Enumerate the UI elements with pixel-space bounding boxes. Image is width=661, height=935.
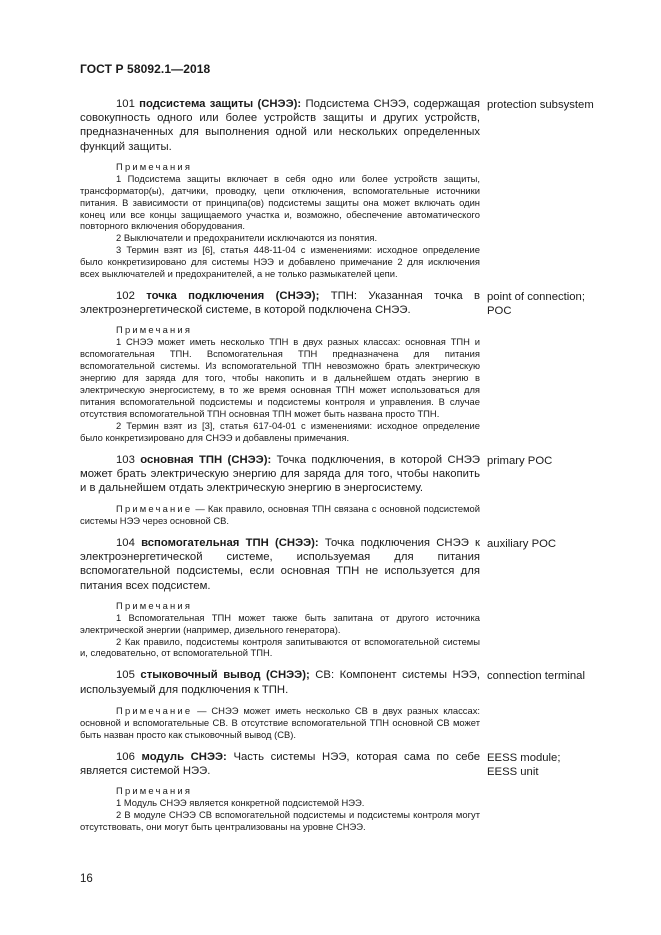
notes-title: Примечания — [116, 160, 193, 172]
term-number: 102 — [116, 289, 135, 302]
definition-paragraph — [80, 289, 480, 317]
note — [80, 503, 480, 527]
definition-text: СВ: Компонент системы НЭЭ, используемый для подключения к ТПН. — [80, 669, 481, 696]
term-entry-105 — [80, 668, 605, 740]
definition-text: Подсистема СНЭЭ, содержащая совокупность одного или более устройств защиты и других устройств, предназначенных для выполнения одной или нескольких определенных функций защиты. — [80, 98, 480, 153]
term-english: auxiliary POC — [487, 537, 557, 550]
note — [80, 705, 480, 741]
note-2: 2 Термин взят из [3], статья 617-04-01 с изменениями: исходное определение было конкретизировано для СНЭЭ и добавлены примечания. — [80, 419, 480, 443]
definition-paragraph — [80, 750, 480, 778]
term-definition-block — [80, 536, 480, 659]
term-number: 105 — [116, 669, 135, 682]
term-english: primary POC — [487, 454, 553, 467]
definition-paragraph — [80, 536, 480, 593]
term-name: основная ТПН (СНЭЭ): — [140, 453, 272, 466]
document-body — [80, 97, 605, 833]
term-entry-104 — [80, 536, 605, 659]
definition-text: ТПН: Указанная точка в электроэнергетической системе, в которой подключена СНЭЭ. — [80, 289, 481, 317]
term-name: модуль СНЭЭ: — [141, 750, 227, 763]
term-number: 106 — [116, 750, 135, 763]
note-text: — Как правило, основная ТПН связана с основной подсистемой системы НЭЭ через основной СВ. — [80, 503, 480, 527]
term-english: EESS module; EESS unit — [487, 751, 561, 778]
notes-title: Примечания — [116, 784, 193, 796]
definition-text: Точка подключения СНЭЭ к электроэнергетической системе, используемая для питания вспомогательной подсистемы, если основная ТПН не используется для питания всех подсистем. — [80, 536, 480, 592]
term-name: стыковочный вывод (СНЭЭ) — [140, 669, 306, 682]
note-1: 1 СНЭЭ может иметь несколько ТПН в двух разных классах: основная ТПН и вспомогательная ТПН. Вспомогательная ТПН предназначена для питания вспомогательной системы. Из вспомогательной ТПН невозможно брать электрическую энергию для заряда для того, чтобы накопить и в дальнейшем отдать энергию в электрическую энергосистему, в то же время основная ТПН может использоваться для питания вспомогательной подсистемы и подсистемы контроля и управления. В случае отсутствия вспомогательной ТПН основная ТПН может быть названа просто ТПН. — [80, 336, 480, 419]
term-english: connection terminal — [487, 670, 585, 683]
note-text: — СНЭЭ может иметь несколько СВ в двух разных классах: основной и вспомогательные СВ. В отсутствие вспомогательной ТПН основной СВ может быть назван просто как стыковочный вывод (СВ). — [80, 704, 480, 740]
term-english: point of connection; POC — [487, 290, 585, 317]
page-number: 16 — [80, 873, 93, 885]
term-number: 104 — [116, 536, 135, 549]
term-definition-block — [80, 97, 480, 280]
term-separator: ; — [315, 289, 320, 302]
term-english: protection subsystem — [487, 99, 594, 111]
note-2: 2 Как правило, подсистемы контроля запитываются от вспомогательной системы и, следовательно, от вспомогательной ТПН. — [80, 635, 480, 659]
definition-text: Точка подключения, в которой СНЭЭ может брать электрическую энергию для заряда для того, чтобы накопить и в дальнейшем отдать электрическую энергию в энергосистему. — [80, 453, 480, 494]
document-header: ГОСТ Р 58092.1—2018 — [80, 62, 211, 76]
term-entry-103 — [80, 453, 605, 527]
term-definition-block — [80, 453, 480, 527]
note-2: 2 Выключатели и предохранители исключаются из понятия. — [116, 232, 378, 244]
term-separator: ; — [305, 669, 310, 682]
note-1: 1 Вспомогательная ТПН может также быть запитана от другого источника электрической энергии (например, дизельного генератора). — [80, 611, 480, 635]
note-3: 3 Термин взят из [6], статья 448-11-04 с изменениями: исходное определение было конкретизировано для системы НЭЭ и добавлено примечание 2 для исключения всех выключателей и предохранителей, а не только размыкателей цепи. — [80, 244, 480, 280]
term-definition-block — [80, 668, 480, 740]
note-2: 2 В модуле СНЭЭ СВ вспомогательной подсистемы и подсистемы контроля могут отсутствовать, они могут быть централизованы на уровне СНЭЭ. — [80, 808, 480, 832]
notes-title: Примечания — [116, 599, 193, 611]
term-number: 103 — [116, 453, 135, 466]
term-name: вспомогательная ТПН (СНЭЭ): — [141, 536, 319, 549]
definition-text: Часть системы НЭЭ, которая сама по себе является системой НЭЭ. — [80, 750, 481, 777]
term-name: точка подключения (СНЭЭ) — [146, 289, 316, 302]
note-label: Примечание — [116, 503, 193, 515]
term-entry-101 — [80, 97, 605, 280]
term-name: подсистема защиты (СНЭЭ) — [139, 98, 298, 110]
term-entry-106 — [80, 750, 605, 833]
term-entry-102 — [80, 289, 605, 444]
definition-paragraph — [80, 97, 480, 154]
note-label: Примечание — [116, 704, 193, 716]
definition-paragraph — [80, 668, 480, 696]
term-number: 101 — [116, 98, 135, 110]
term-definition-block — [80, 750, 480, 833]
note-1: 1 Подсистема защиты включает в себя одно или более устройств защиты, трансформатор(ы), датчики, проводку, цепи отключения, вспомогательные источники питания. В зависимости от принципа(ов) подсистемы защиты она может включать один конец или все концы защищаемого участка и, возможно, обеспечение автоматического повторного включения оборудования. — [80, 172, 480, 232]
definition-paragraph — [80, 453, 480, 496]
notes-title: Примечания — [116, 324, 193, 336]
term-separator: : — [297, 98, 302, 110]
note-1: 1 Модуль СНЭЭ является конкретной подсистемой НЭЭ. — [116, 796, 365, 808]
term-definition-block — [80, 289, 480, 444]
